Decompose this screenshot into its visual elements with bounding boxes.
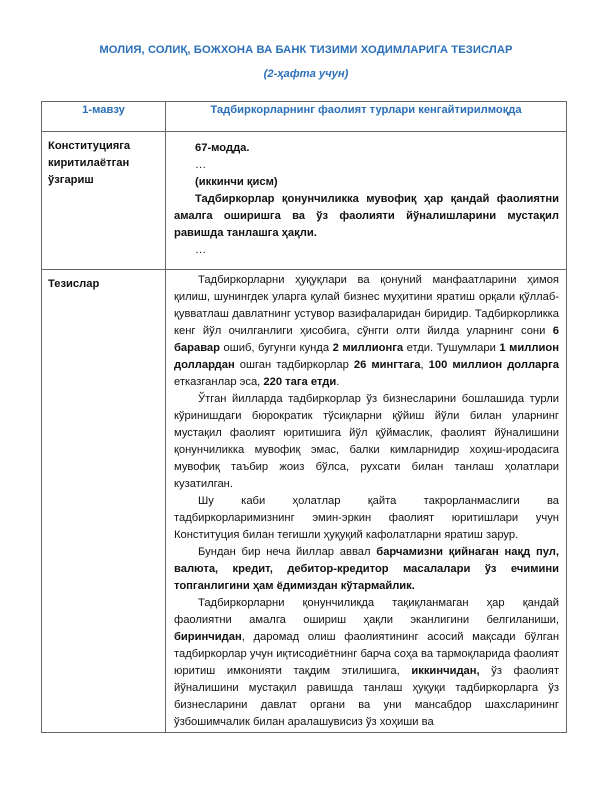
topic-number: 1-мавзу <box>42 102 166 132</box>
article-text: Тадбиркорлар қонунчиликка мувофиқ ҳар қандай фаолиятни амалга оширишга ва ўз фаолияти йўналишларини мустақил равишда танлашга ҳақли. <box>174 193 559 239</box>
constitution-row <box>42 132 567 270</box>
table-header-row <box>42 102 567 132</box>
document-subtitle: (2-ҳафта учун) <box>263 68 349 80</box>
document-title: МОЛИЯ, СОЛИҚ, БОЖХОНА ВА БАНК ТИЗИМИ ХОДИМЛАРИГА ТЕЗИСЛАР <box>99 44 513 56</box>
theses-row <box>42 270 567 733</box>
constitution-label: Конституцияга киритилаётган ўзгариш <box>42 132 166 270</box>
theses-table <box>41 101 567 733</box>
thesis-paragraph-5: Тадбиркорларни қонунчиликда тақиқланмаган ҳар қандай фаолиятни амалга ошириш ҳақли эканлигини белгиланиши, биринчидан, даромад олиш фаолиятининг асосий мақсади бўлган тадбиркорлар учун иқтисодиётнинг барча соҳа ва тармоқларида фаолият юритиш имконияти тақдим этилишига, иккинчидан, ўз фаолият йўналишини мустақил равишда танлаш ҳуқуқи тадбиркорларга ўз бизнесларини давлат органи ва уни мансабдор шахсларининг ўзбошимчалик билан аралашувисиз ўз хоҳиши ва <box>174 597 559 728</box>
article-ellipsis-top: … <box>195 159 207 171</box>
theses-label: Тезислар <box>42 270 166 733</box>
topic-title: Тадбиркорларнинг фаолият турлари кенгайтирилмоқда <box>166 102 567 132</box>
thesis-paragraph-4: Бундан бир неча йиллар аввал барчамизни қийнаган нақд пул, валюта, кредит, дебитор-кредитор масалалари ўз ечимини топганлигини ҳам ёдимиздан кўтармайлик. <box>174 546 560 592</box>
theses-body <box>166 270 567 733</box>
article-ellipsis-bottom: … <box>195 244 207 256</box>
article-number: 67-модда. <box>195 142 250 154</box>
thesis-paragraph-3: Шу каби ҳолатлар қайта такрорланмаслиги ва тадбиркорларимизнинг эмин-эркин фаолият юритишлари учун Конституция билан тегишли ҳуқуқий кафолатларни яратиш зарур. <box>174 495 559 541</box>
thesis-paragraph-2: Ўтган йилларда тадбиркорлар ўз бизнесларини бошлашида турли кўринишдаги бюрократик тўсиқларни қўйиш йўли билан уларнинг мустақил фаолият юритишига йўл қўймаслик, фаолият йўналишини қонунчиликка мувофиқ эмас, балки кимларнидир хоҳиш-иродасига мувофиқ таъбир жоиз бўлса, рухсати билан танлаш ҳолатлари кузатилган. <box>174 393 559 490</box>
thesis-paragraph-1: Тадбиркорларни ҳуқуқлари ва қонуний манфаатларини ҳимоя қилиш, шунингдек уларга қулай бизнес муҳитини яратиш орқали қўллаб-қувватлаш давлатнинг устувор вазифаларидан биридир. Тадбиркорликка кенг йўл очилганлиги ҳисобига, сўнгги олти йилда уларнинг сони 6 баравар ошиб, бугунги кунда 2 миллионга етди. Тушумлари 1 миллион доллардан ошган тадбиркорлар 26 мингтага, 100 миллион долларга етказганлар эса, 220 тага етди. <box>174 274 559 388</box>
article-part: (иккинчи қисм) <box>195 176 278 188</box>
constitution-article <box>166 132 567 270</box>
